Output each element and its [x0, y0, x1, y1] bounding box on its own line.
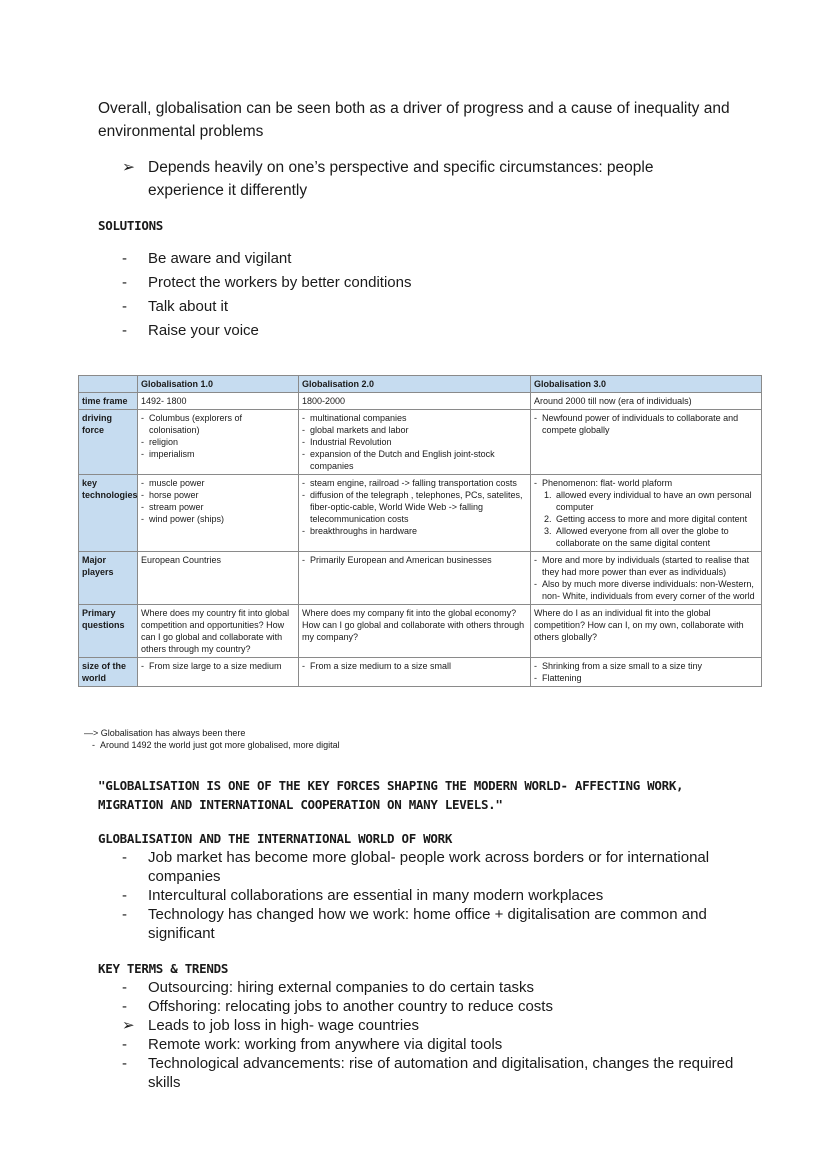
list-item: - Protect the workers by better conditions [122, 274, 412, 291]
list-item: - Job market has become more global- people work across borders or for international companies [122, 849, 710, 885]
solutions-heading: SOLUTIONS [98, 218, 164, 233]
table-cell: - From size large to a size medium [138, 658, 299, 687]
list-item: - Technology has changed how we work: home office + digitalisation are common and significant [122, 906, 707, 942]
table-row [79, 658, 762, 687]
list-item: - Offshoring: relocating jobs to another country to reduce costs [122, 998, 553, 1015]
table-row [79, 475, 762, 552]
table-row [79, 552, 762, 605]
table-cell: 1492- 1800 [138, 393, 299, 410]
table-cell: 1800-2000 [299, 393, 531, 410]
table-cell: European Countries [138, 552, 299, 605]
table-cell: - steam engine, railroad -> falling transportation costs - diffusion of the telegraph , telephones, PCs, satelites, fiber-optic-cable, World Wide Web -> falling telecommunication costs - breakthroughs in hardware [299, 475, 531, 552]
table-cell: - Shrinking from a size small to a size tiny - Flattening [531, 658, 762, 687]
solutions-list [98, 247, 738, 343]
table-row [79, 605, 762, 658]
work-list [98, 848, 738, 943]
terms-heading: KEY TERMS & TRENDS [98, 961, 229, 976]
globalisation-quote: "GLOBALISATION IS ONE OF THE KEY FORCES SHAPING THE MODERN WORLD- AFFECTING WORK, MIGRATION AND INTERNATIONAL COOPERATION ON MANY LEVELS." [98, 778, 684, 812]
table-header-empty [79, 376, 138, 393]
note-line-2: - Around 1492 the world just got more globalised, more digital [92, 740, 340, 750]
table-cell: Where does my company fit into the global economy? How can I go global and collaborate with others through my company? [299, 605, 531, 658]
table-cell: - Newfound power of individuals to collaborate and compete globally [531, 410, 762, 475]
table-cell: - Phenomenon: flat- world plaform 1. allowed every individual to have an own personal computer 2. Getting access to more and more digital content 3. Allowed everyone from all over the globe to collaborate on the same digital content [531, 475, 762, 552]
list-item: - Talk about it [122, 298, 229, 315]
perspective-point [122, 156, 712, 202]
table-cell: Where do I as an individual fit into the global competition? How can I, on my own, collaborate with others globally? [531, 605, 762, 658]
perspective-text: Depends heavily on one’s perspective and specific circumstances: people experience it differently [148, 159, 654, 199]
work-heading: GLOBALISATION AND THE INTERNATIONAL WORLD OF WORK [98, 831, 453, 846]
note-line-1: —> Globalisation has always been there [84, 728, 246, 738]
table-header-row [79, 376, 762, 393]
row-label-size-of-world: size of the world [79, 658, 138, 687]
row-label-time-frame: time frame [79, 393, 138, 410]
terms-list [98, 978, 738, 1092]
row-label-key-technologies: key technologies [79, 475, 138, 552]
table-cell: - Columbus (explorers of colonisation) - religion - imperialism [138, 410, 299, 475]
table-cell: - More and more by individuals (started to realise that they had more power than ever as individuals) - Also by much more diverse individuals: non-Western, non- White, individuals from every corner of the world [531, 552, 762, 605]
table-cell: Around 2000 till now (era of individuals) [531, 393, 762, 410]
list-item: - Raise your voice [122, 322, 259, 339]
table-cell: - muscle power - horse power - stream power - wind power (ships) [138, 475, 299, 552]
list-item: ➢ Leads to job loss in high- wage countries [122, 1017, 419, 1034]
row-label-major-players: Major players [79, 552, 138, 605]
arrow-bullet-icon: ➢ [122, 159, 135, 176]
list-item: - Remote work: working from anywhere via digital tools [122, 1036, 503, 1053]
table-row [79, 410, 762, 475]
list-item: - Be aware and vigilant [122, 250, 292, 267]
table-row [79, 393, 762, 410]
list-item: - Technological advancements: rise of automation and digitalisation, changes the required skills [122, 1055, 734, 1091]
globalisation-table [78, 375, 762, 687]
table-cell: - From a size medium to a size small [299, 658, 531, 687]
table-header-g1: Globalisation 1.0 [138, 376, 299, 393]
table-cell: Where does my country fit into global competition and opportunities? How can I go global and collaborate with others through my country? [138, 605, 299, 658]
table-header-g2: Globalisation 2.0 [299, 376, 531, 393]
list-item: - Intercultural collaborations are essential in many modern workplaces [122, 887, 604, 904]
table-header-g3: Globalisation 3.0 [531, 376, 762, 393]
row-label-driving-force: driving force [79, 410, 138, 475]
overall-paragraph: Overall, globalisation can be seen both as a driver of progress and a cause of inequality and environmental problems [98, 100, 730, 140]
table-cell: - Primarily European and American businesses [299, 552, 531, 605]
list-item: - Outsourcing: hiring external companies to do certain tasks [122, 979, 535, 996]
table-cell: - multinational companies - global markets and labor - Industrial Revolution - expansion of the Dutch and English joint-stock companies [299, 410, 531, 475]
row-label-primary-questions: Primary questions [79, 605, 138, 658]
